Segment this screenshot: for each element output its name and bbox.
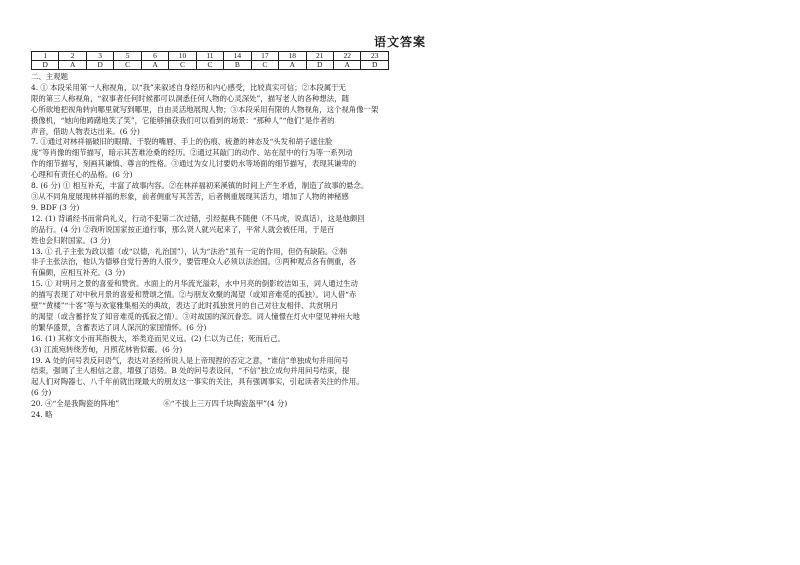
answer-line: (6 分) xyxy=(31,388,52,398)
answer-letter-cell: C xyxy=(251,61,278,70)
question-number-cell: 1 xyxy=(32,52,59,61)
answer-letter-cell: C xyxy=(169,61,196,70)
answer-letter-cell: C xyxy=(114,61,141,70)
answer-line: 庞”等肖像的细节描写，暗示其苦难沧桑的经历。②通过其敲门的动作、站在屋中的行为等一系列动 xyxy=(31,148,353,158)
section-header: 二、主观题 xyxy=(31,72,68,81)
question-number-cell: 18 xyxy=(279,52,306,61)
answer-line: 的渴望（或含蓄抒发了知音难觅的孤寂之情）。③对故国的深沉眷恋。词人憧憬在灯火中望见神州大地 xyxy=(31,311,360,321)
answer-letter-cell: A xyxy=(141,61,168,70)
answer-line: 声音，借助人物表达出来。(6 分) xyxy=(31,126,140,136)
answer-24: 24. 略 xyxy=(31,410,53,420)
question-number-cell: 14 xyxy=(224,52,251,61)
answer-line: 结束，强调了主人相信之意，增强了语势。B 处的问号表设问，“不信”独立成句并用问号结束，提 xyxy=(31,366,350,376)
answer-line: 的繁华盛景，含蓄表达了词人深沉的家国情怀。(6 分) xyxy=(31,322,207,332)
question-number-cell: 23 xyxy=(361,52,389,61)
question-number-cell: 2 xyxy=(59,52,86,61)
answer-letter-cell: D xyxy=(361,61,389,70)
answer-20-part1: 20. ④“全是我陶瓷的阵地” xyxy=(31,399,120,409)
question-number-cell: 21 xyxy=(306,52,333,61)
answer-lines xyxy=(31,83,403,399)
answer-letter-cell: A xyxy=(59,61,86,70)
answer-body xyxy=(31,72,403,421)
answer-line: 非子主张法治，他认为德够自觉行善的人很少，要管理众人必须以法治国。③两种观点各有侧重，各 xyxy=(31,257,357,267)
answer-line: 7. ①通过对林祥福破旧的眼睛、干裂的嘴唇、手上的伤痕、疲惫的神态及“头发和胡子遮住脸 xyxy=(31,137,333,147)
answer-20 xyxy=(31,399,403,410)
answer-line: 作的细节描写，刻画其谦慎、尊言的性格。③通过为女儿讨要奶水等场面的细节描写，表现其谦卑的 xyxy=(31,159,357,169)
question-number-cell: 6 xyxy=(141,52,168,61)
answer-letter-cell: C xyxy=(196,61,223,70)
question-number-cell: 11 xyxy=(196,52,223,61)
question-number-cell: 5 xyxy=(114,52,141,61)
answer-letter-cell: D xyxy=(306,61,333,70)
answer-letter-cell: B xyxy=(224,61,251,70)
answer-letter-cell: D xyxy=(86,61,113,70)
answer-line: (3) 江流宛转绕芳甸，月照花林皆似霰。(6 分) xyxy=(31,344,183,354)
answer-letter-row xyxy=(32,61,389,70)
answer-20-part2: ⑥“不拔上三万四千块陶瓷盔甲”(4 分) xyxy=(163,399,288,409)
answer-line: 16. (1) 其称文小而其指极大，举类迩而见义远。(2) 仁以为己任；死而后己。 xyxy=(31,333,286,343)
answer-letter-cell: A xyxy=(279,61,306,70)
answer-line: 摄像机，“她向他踌躇地笑了笑”，它能够捕获我们可以看到的场景：“那种人”“他们”是作者的 xyxy=(31,115,335,125)
answer-line: ③从不同角度展现林祥福的形象，前者侧重写其苦苦，后者侧重展现其活力，增加了人物的神秘感 xyxy=(31,191,349,201)
answer-line: 起人们对陶器七、八千年前就出现最大的朋友这一事实的关注，具有强调事实，引起读者关注的作用。 xyxy=(31,377,364,387)
question-number-cell: 22 xyxy=(333,52,360,61)
answer-line: 的品行。(4 分) ②我听说国家按正道行事，那么贤人就兴起来了，平常人就会被任用，于是百 xyxy=(31,224,335,234)
question-number-cell: 10 xyxy=(169,52,196,61)
answer-line: 的描写表现了对中秋月景的喜爱和赞颂之情。②与朋友欢聚的渴望（或知音难觅的孤独）。词人借“赤 xyxy=(31,290,357,300)
answer-line: 4. ① 本段采用第一人称视角，以“我”来叙述自身经历和内心感受，比较真实可信；②本段属于无 xyxy=(31,82,346,92)
answer-line: 19. A 处的问号表反问语气，表达对圣经所说人是上帝现捏的否定之意，“谁信”单独成句并用问号 xyxy=(31,355,349,365)
answer-line: 15. ① 对明月之景的喜爱和赞赏。水面上的月华流光溢彩，水中月亮的倒影皎洁如玉，词人通过生动 xyxy=(31,279,358,289)
document-title: 语文答案 xyxy=(373,35,426,49)
answer-line: 心所欲地把视角转向哪里就写到哪里，自由灵活地展现人物；③本段采用有限的人物视角，这个视角像一架 xyxy=(31,104,379,114)
answer-line: 姓也会归附国家。(3 分) xyxy=(31,235,111,245)
question-number-cell: 3 xyxy=(86,52,113,61)
answer-line: 有偏颇，应相互补充。(3 分) xyxy=(31,268,126,278)
answer-letter-cell: D xyxy=(32,61,59,70)
answer-letter-cell: A xyxy=(333,61,360,70)
answer-line: 心理和有责任心的品格。(6 分) xyxy=(31,170,133,180)
question-number-cell: 17 xyxy=(251,52,278,61)
answer-table xyxy=(31,51,389,70)
answer-line: 9. BDF (3 分) xyxy=(31,202,80,212)
answer-line: 12. (1) 背诵经书而常尚礼义，行动不犯第二次过错，引经据典不随便（不马虎，说真话），这是他颇回 xyxy=(31,213,365,223)
answer-line: 壁”“黄楼”“十客”等与欢宴雅集相关的典故，表达了此时孤独赏月的自己对往友相伴、共赏明月 xyxy=(31,301,339,311)
answer-line: 13. ① 孔子主张为政以德（或“以德，礼治国”），认为“法治”虽有一定的作用，但仍有缺陷。②韩 xyxy=(31,246,348,256)
answer-line: 8. (6 分) ① 相互补充，丰富了故事内容。②在林祥福初来溪镇的时间上产生矛盾，制造了故事的悬念。 xyxy=(31,181,369,191)
answer-line: 限的第三人称视角，“叙事者任何时候都可以洞悉任何人物的心灵深处”，描写老人的各种想法，随 xyxy=(31,93,349,103)
